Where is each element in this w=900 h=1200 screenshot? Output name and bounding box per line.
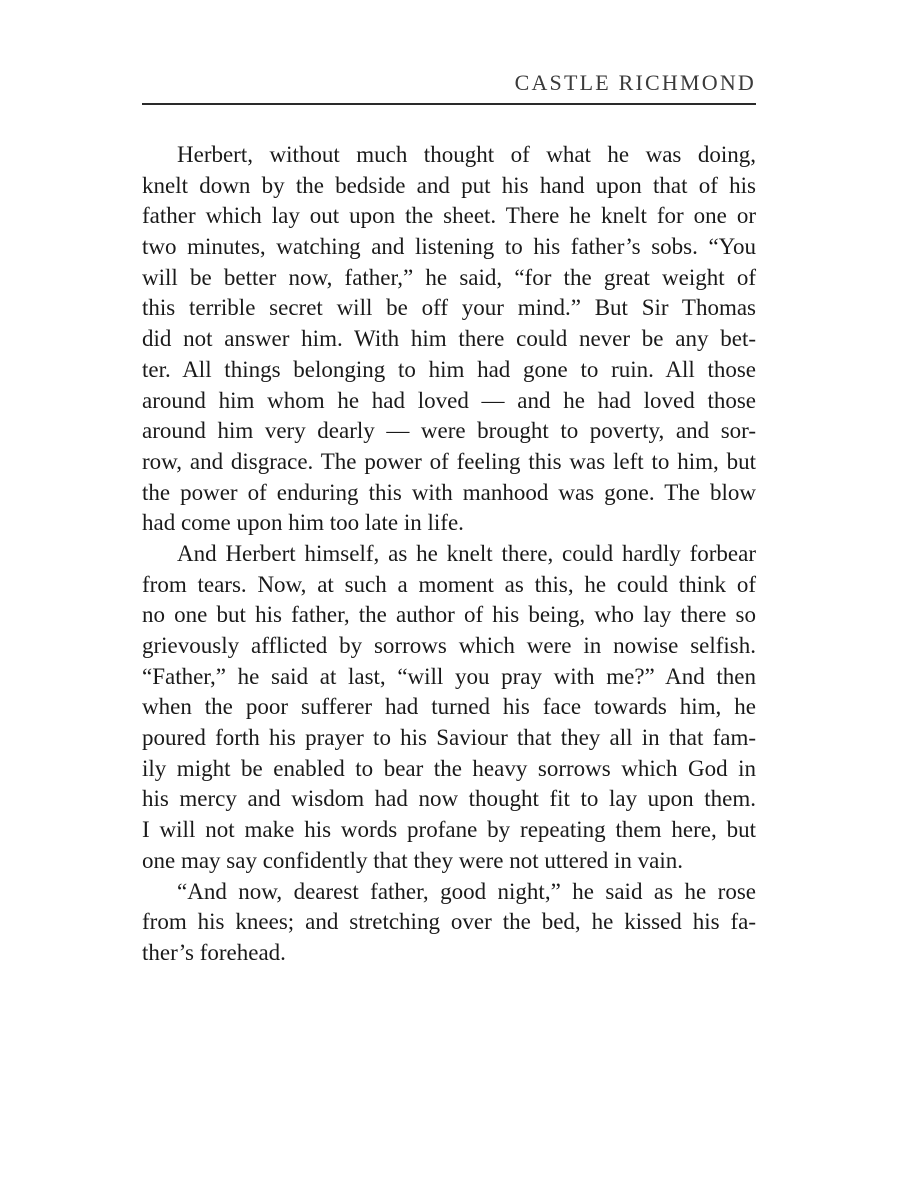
text-line: this terrible secret will be off your mind.” But Sir Thomas (142, 295, 756, 321)
text-line: father which lay out upon the sheet. There he knelt for one or (142, 203, 756, 229)
text-line: did not answer him. With him there could never be any bet- (142, 326, 756, 352)
text-line: one may say confidently that they were not uttered in vain. (142, 847, 683, 873)
text-line: knelt down by the bedside and put his hand upon that of his (142, 172, 756, 198)
text-line: from his knees; and stretching over the bed, he kissed his fa- (142, 909, 756, 935)
text-line: ther’s forehead. (142, 939, 286, 965)
text-line: when the poor sufferer had turned his face towards him, he (142, 694, 756, 720)
text-line: around him very dearly — were brought to poverty, and sor- (142, 418, 756, 444)
text-line: had come upon him too late in life. (142, 510, 464, 536)
body-text (142, 140, 756, 969)
running-head (142, 66, 756, 105)
text-line: his mercy and wisdom had now thought fit to lay upon them. (142, 786, 756, 812)
text-line: two minutes, watching and listening to his father’s sobs. “You (142, 234, 756, 260)
running-head-title: CASTLE RICHMOND (514, 70, 756, 95)
text-line: around him whom he had loved — and he had loved those (142, 387, 756, 413)
text-line: grievously afflicted by sorrows which were in nowise selfish. (142, 633, 756, 658)
text-line: will be better now, father,” he said, “for the great weight of (142, 264, 756, 290)
text-line: And Herbert himself, as he knelt there, could hardly forbear (177, 540, 756, 566)
text-line: ter. All things belonging to him had gone to ruin. All those (142, 356, 756, 382)
text-line: Herbert, without much thought of what he was doing, (177, 142, 756, 167)
text-line: “Father,” he said at last, “will you pray with me?” And then (142, 663, 756, 689)
paragraph-1 (142, 140, 756, 539)
text-line: “And now, dearest father, good night,” he said as he rose (177, 878, 756, 904)
text-line: no one but his father, the author of his being, who lay there so (142, 602, 756, 628)
text-line: I will not make his words profane by repeating them here, but (142, 817, 756, 843)
text-line: from tears. Now, at such a moment as this, he could think of (142, 571, 756, 597)
paragraph-2 (142, 539, 756, 877)
text-line: the power of enduring this with manhood was gone. The blow (142, 479, 756, 505)
text-line: row, and disgrace. The power of feeling this was left to him, but (142, 448, 756, 474)
paragraph-3 (142, 877, 756, 969)
text-line: ily might be enabled to bear the heavy sorrows which God in (142, 755, 756, 781)
text-line: poured forth his prayer to his Saviour that they all in that fam- (142, 725, 756, 751)
